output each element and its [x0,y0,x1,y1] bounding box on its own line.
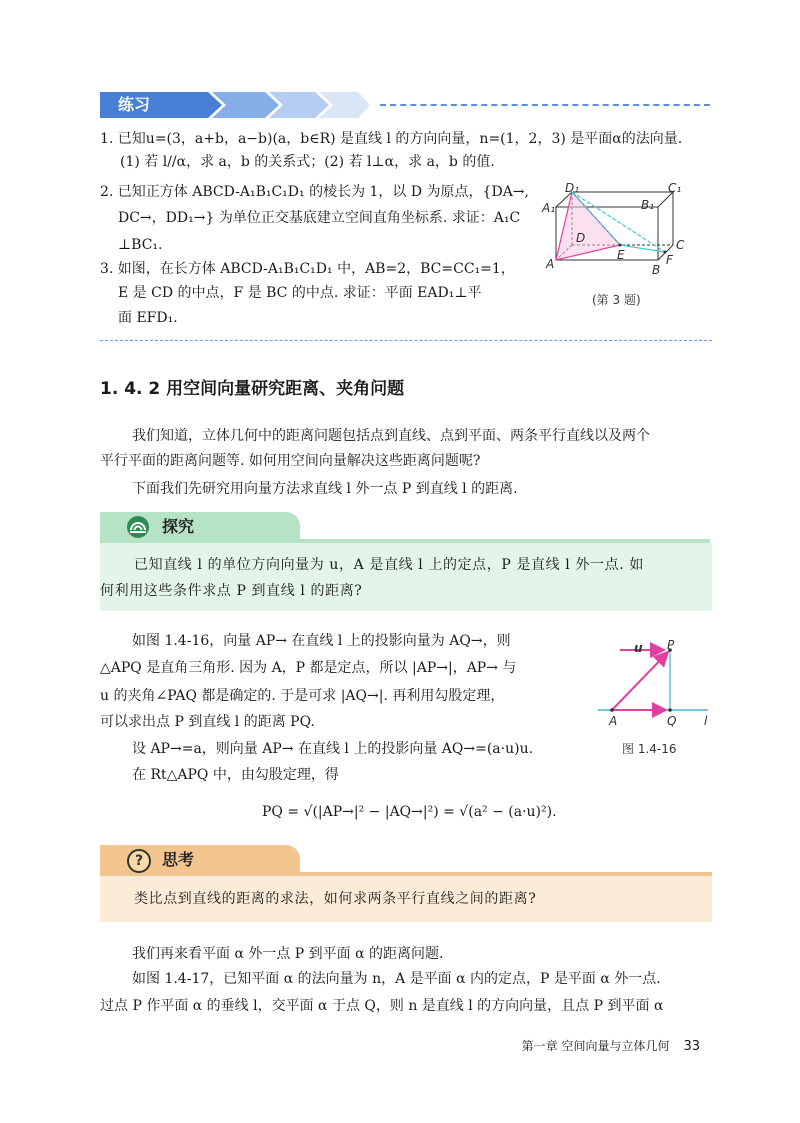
body-line-6: 在 Rt△APQ 中，由勾股定理，得 [132,767,339,783]
body-line-1: 如图 1.4-16，向量 AP→ 在直线 l 上的投影向量为 AQ→，则 [132,633,511,649]
fig-label-Q: Q [667,714,677,728]
cuboid-figure [538,180,688,288]
figure-1-4-16-caption: 图 1.4-16 [622,742,677,756]
exercise-line-6: 3. 如图，在长方体 ABCD-A₁B₁C₁D₁ 中，AB=2，BC=CC₁=1， [100,261,515,277]
page-number: 33 [683,1039,700,1054]
distance-formula: PQ = √(|AP→|² − |AQ→|²) = √(a² − (a·u)²). [262,804,557,820]
section-title: 1. 4. 2 用空间向量研究距离、夹角问题 [100,379,405,399]
exercise-bottom-divider [100,340,712,341]
explore-title: 探究 [162,517,195,536]
cube-label-C1: C₁ [668,181,682,195]
exercise-title: 练习 [118,95,151,114]
section-para1-line2: 平行平面的距离问题等. 如何用空间向量解决这些距离问题呢? [100,453,481,469]
body-line-4: 可以求出点 P 到直线 l 的距离 PQ. [100,714,315,730]
cube-label-F: F [666,253,673,267]
body-line-2: △APQ 是直角三角形. 因为 A，P 都是定点，所以 |AP→|，AP→ 与 [100,660,517,676]
exercise-line-8: 面 EFD₁. [118,310,178,326]
exercise-line-5: ⊥BC₁. [118,237,163,253]
cube-label-B: B [652,263,661,277]
cube-label-E: E [617,248,625,262]
cube-label-B1: B₁ [641,198,655,212]
page-footer [522,1038,700,1055]
footer-chapter: 第一章 空间向量与立体几何 [521,1039,670,1053]
question-icon: ? [127,849,151,873]
think-text: 类比点到直线的距离的求法，如何求两条平行直线之间的距离? [134,891,537,907]
cube-label-C: C [676,238,685,252]
fig-label-u: u [634,641,643,655]
after-line-2: 如图 1.4-17，已知平面 α 的法向量为 n，A 是平面 α 内的定点，P 是平面 α 外一点. [132,971,661,987]
after-line-3: 过点 P 作平面 α 的垂线 l，交平面 α 于点 Q，则 n 是直线 l 的方向向量，且点 P 到平面 α [100,998,664,1014]
exercise-line-4: DC→，DD₁→} 为单位正交基底建立空间直角坐标系. 求证：A₁C [118,210,521,226]
exercise-line-3: 2. 已知正方体 ABCD-A₁B₁C₁D₁ 的棱长为 1，以 D 为原点，{DA→, [100,184,529,200]
cube-label-A: A [546,257,555,271]
explore-text-line2: 何利用这些条件求点 P 到直线 l 的距离? [100,583,363,599]
body-line-5: 设 AP→=a，则向量 AP→ 在直线 l 上的投影向量 AQ→=(a·u)u. [132,741,534,757]
exercise-line-2: (1) 若 l//α，求 a，b 的关系式；(2) 若 l⊥α，求 a，b 的值. [120,154,495,170]
think-title: 思考 [162,850,195,869]
exercise-line-7: E 是 CD 的中点，F 是 BC 的中点. 求证：平面 EAD₁⊥平 [118,285,482,301]
exercise-top-divider [380,104,710,106]
section-para2: 下面我们先研究用向量方法求直线 l 外一点 P 到直线 l 的距离. [132,481,518,497]
explore-text-line1: 已知直线 l 的单位方向向量为 u，A 是直线 l 上的定点，P 是直线 l 外一点. 如 [134,557,644,573]
cube-figure-caption: (第 3 题) [592,293,641,307]
cube-label-D: D [576,231,586,245]
cube-label-A1: A₁ [542,201,556,215]
exercise-line-1: 1. 已知u=(3，a+b，a−b)(a，b∈R) 是直线 l 的方向向量，n=(1，2，3) 是平面α的法向量. [100,131,683,147]
fig-label-A: A [609,714,618,728]
cube-label-D1: D₁ [565,181,580,195]
explore-icon [126,515,150,539]
fig-label-l: l [704,714,708,728]
section-para1-line1: 我们知道，立体几何中的距离问题包括点到直线、点到平面、两条平行直线以及两个 [132,428,650,444]
fig-label-P: P [667,638,675,652]
after-line-1: 我们再来看平面 α 外一点 P 到平面 α 的距离问题. [132,946,444,962]
body-line-3: u 的夹角∠PAQ 都是确定的. 于是可求 |AQ→|. 再利用勾股定理， [100,688,505,704]
